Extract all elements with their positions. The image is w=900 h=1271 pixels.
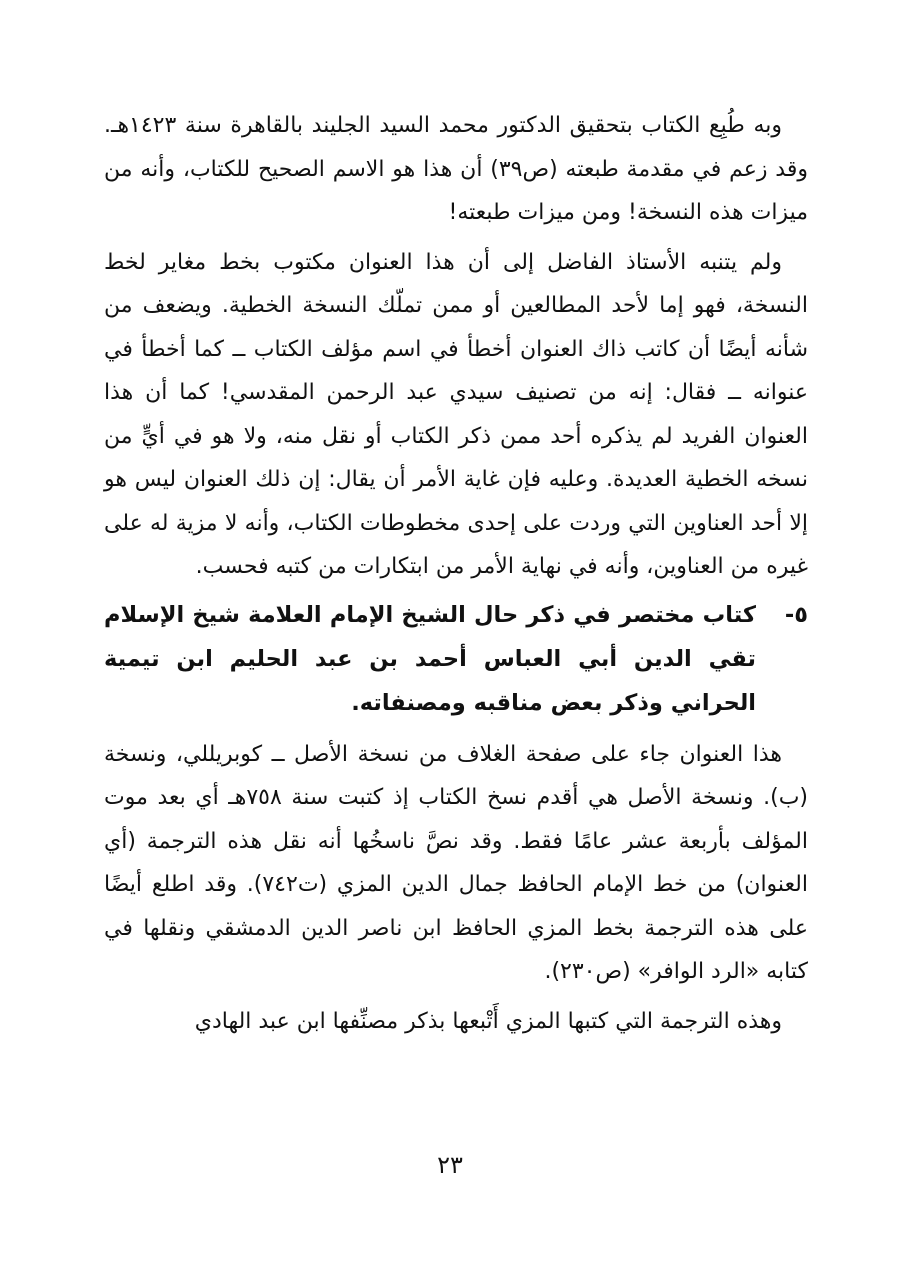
section-title: كتاب مختصر في ذكر حال الشيخ الإمام العلامة شيخ الإسلام تقي الدين أبي العباس أحمد بن عبد الحليم ابن تيمية الحراني وذكر بعض مناقبه ومصنفاته. — [104, 601, 756, 716]
page-number: ٢٣ — [437, 1151, 463, 1179]
paragraph-2: ولم يتنبه الأستاذ الفاضل إلى أن هذا العنوان مكتوب بخط مغاير لخط النسخة، فهو إما لأحد المطالعين أو ممن تملّك النسخة الخطية. ويضعف من شأنه أيضًا أن كاتب ذاك العنوان أخطأ في اسم مؤلف الكتاب ــ كما أخطأ في عنوانه ــ فقال: إنه من تصنيف سيدي عبد الرحمن المقدسي! كما أن هذا العنوان الفريد لم يذكره أحد ممن ذكر الكتاب أو نقل منه، ولا هو في أيٍّ من نسخه الخطية العديدة. وعليه فإن غاية الأمر أن يقال: إن ذلك العنوان ليس هو إلا أحد العناوين التي وردت على إحدى مخطوطات الكتاب، وأنه لا مزية له على غيره من العناوين، وأنه في نهاية الأمر من ابتكارات من كتبه فحسب. — [104, 249, 808, 579]
section-heading — [104, 593, 808, 725]
page-body — [104, 104, 808, 1043]
paragraph-3: هذا العنوان جاء على صفحة الغلاف من نسخة الأصل ــ كوبريللي، ونسخة (ب). ونسخة الأصل هي أقدم نسخ الكتاب إذ كتبت سنة ٧٥٨هـ أي بعد موت المؤلف بأربعة عشر عامًا فقط. وقد نصَّ ناسخُها أنه نقل هذه الترجمة (أي العنوان) من خط الإمام الحافظ جمال الدين المزي (ت٧٤٢). وقد اطلع أيضًا على هذه الترجمة بخط المزي الحافظ ابن ناصر الدين الدمشقي ونقلها في كتابه «الرد الوافر» (ص٢٣٠). — [104, 741, 808, 984]
paragraph-1: وبه طُبِع الكتاب بتحقيق الدكتور محمد السيد الجليند بالقاهرة سنة ١٤٢٣هـ. وقد زعم في مقدمة طبعته (ص٣٩) أن هذا هو الاسم الصحيح للكتاب، وأنه من ميزات هذه النسخة! ومن ميزات طبعته! — [104, 113, 808, 225]
section-number: ٥- — [784, 601, 808, 628]
paragraph-4: وهذه الترجمة التي كتبها المزي أَتْبعها بذكر مصنِّفها ابن عبد الهادي — [194, 1008, 782, 1034]
